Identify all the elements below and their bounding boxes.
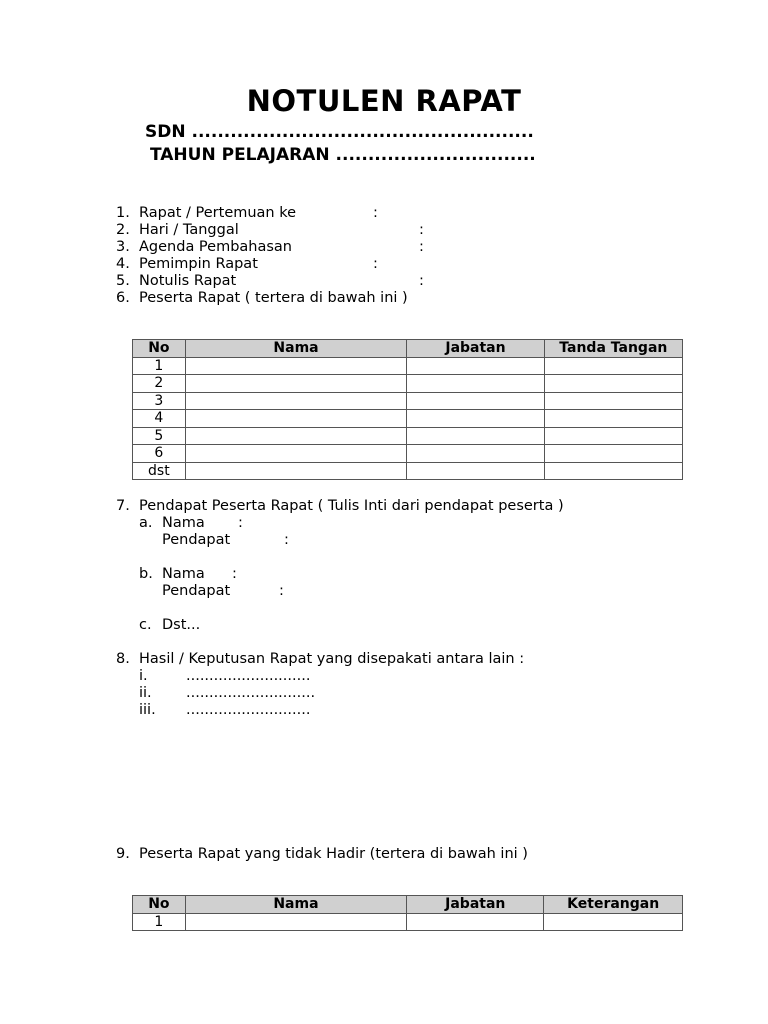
cell-keterangan[interactable]	[544, 913, 683, 931]
cell-tanda-tangan[interactable]	[544, 410, 682, 428]
table-header-row	[133, 896, 683, 914]
entry-letter: b.	[139, 566, 153, 582]
opinion-entry-c	[139, 617, 201, 634]
table-header-row	[133, 340, 683, 358]
entry-colon: :	[232, 566, 237, 582]
item-2	[116, 222, 424, 239]
col-header-keterangan: Keterangan	[544, 896, 683, 914]
col-header-jabatan: Jabatan	[407, 340, 544, 358]
col-header-tanda-tangan: Tanda Tangan	[544, 340, 682, 358]
row-number: 1	[133, 913, 186, 931]
absentee-table	[132, 895, 683, 931]
dotted-line: ............................	[186, 685, 316, 701]
cell-nama[interactable]	[185, 445, 407, 463]
cell-jabatan[interactable]	[407, 427, 544, 445]
section-8-heading	[116, 651, 525, 668]
school-year-line: TAHUN PELAJARAN ...............................	[150, 145, 536, 165]
item-colon: :	[419, 273, 424, 289]
roman-numeral: ii.	[139, 685, 152, 701]
item-number: 6.	[116, 290, 130, 306]
item-number: 3.	[116, 239, 130, 255]
item-label: Hasil / Keputusan Rapat yang disepakati antara lain :	[139, 651, 525, 667]
cell-jabatan[interactable]	[407, 392, 544, 410]
cell-nama[interactable]	[185, 913, 406, 931]
cell-jabatan[interactable]	[407, 375, 544, 393]
cell-tanda-tangan[interactable]	[544, 357, 682, 375]
opinion-entry-b	[139, 566, 237, 583]
table-row	[133, 410, 683, 428]
row-number: 3	[133, 392, 186, 410]
decision-point-1	[139, 668, 311, 685]
cell-jabatan[interactable]	[407, 445, 544, 463]
entry-text: Dst...	[162, 617, 201, 633]
item-number: 5.	[116, 273, 130, 289]
item-6	[116, 290, 408, 307]
col-header-nama: Nama	[185, 340, 407, 358]
item-label: Peserta Rapat ( tertera di bawah ini )	[139, 290, 408, 306]
item-colon: :	[373, 205, 378, 221]
row-number: 1	[133, 357, 186, 375]
item-label: Notulis Rapat	[139, 273, 237, 289]
item-colon: :	[373, 256, 378, 272]
item-number: 8.	[116, 651, 130, 667]
cell-nama[interactable]	[185, 375, 407, 393]
item-colon: :	[419, 222, 424, 238]
row-number: 5	[133, 427, 186, 445]
item-colon: :	[419, 239, 424, 255]
school-name-line: SDN .....................................................	[145, 122, 534, 142]
cell-tanda-tangan[interactable]	[544, 427, 682, 445]
table-row	[133, 462, 683, 480]
decision-point-3	[139, 702, 311, 719]
row-number: 4	[133, 410, 186, 428]
entry-nama-label: Nama	[162, 515, 205, 531]
col-header-no: No	[133, 340, 186, 358]
item-number: 4.	[116, 256, 130, 272]
cell-tanda-tangan[interactable]	[544, 392, 682, 410]
item-label: Peserta Rapat yang tidak Hadir (tertera di bawah ini )	[139, 846, 528, 862]
item-label: Agenda Pembahasan	[139, 239, 293, 255]
table-row	[133, 427, 683, 445]
row-number: 6	[133, 445, 186, 463]
cell-nama[interactable]	[185, 462, 407, 480]
document-title: NOTULEN RAPAT	[246, 84, 522, 118]
entry-nama-label: Nama	[162, 566, 205, 582]
entry-colon: :	[238, 515, 243, 531]
section-9-heading	[116, 846, 528, 863]
cell-tanda-tangan[interactable]	[544, 445, 682, 463]
entry-pendapat-label: Pendapat	[162, 583, 231, 599]
table-row	[133, 392, 683, 410]
roman-numeral: i.	[139, 668, 148, 684]
entry-letter: a.	[139, 515, 153, 531]
roman-numeral: iii.	[139, 702, 156, 718]
cell-nama[interactable]	[185, 357, 407, 375]
cell-jabatan[interactable]	[407, 410, 544, 428]
cell-tanda-tangan[interactable]	[544, 462, 682, 480]
item-label: Pemimpin Rapat	[139, 256, 258, 272]
cell-jabatan[interactable]	[407, 913, 544, 931]
table-row	[133, 357, 683, 375]
item-number: 1.	[116, 205, 130, 221]
item-number: 9.	[116, 846, 130, 862]
entry-letter: c.	[139, 617, 152, 633]
row-number: 2	[133, 375, 186, 393]
col-header-nama: Nama	[185, 896, 406, 914]
opinion-entry-a-pendapat	[162, 532, 289, 549]
cell-nama[interactable]	[185, 410, 407, 428]
cell-jabatan[interactable]	[407, 357, 544, 375]
table-row	[133, 445, 683, 463]
item-5	[116, 273, 424, 290]
item-4	[116, 256, 378, 273]
cell-nama[interactable]	[185, 427, 407, 445]
table-row	[133, 913, 683, 931]
cell-tanda-tangan[interactable]	[544, 375, 682, 393]
dotted-line: ...........................	[186, 702, 311, 718]
item-label: Hari / Tanggal	[139, 222, 239, 238]
attendance-table	[132, 339, 683, 480]
opinion-entry-b-pendapat	[162, 583, 284, 600]
entry-colon: :	[279, 583, 284, 599]
item-number: 7.	[116, 498, 130, 514]
col-header-no: No	[133, 896, 186, 914]
decision-point-2	[139, 685, 316, 702]
dotted-line: ...........................	[186, 668, 311, 684]
cell-jabatan[interactable]	[407, 462, 544, 480]
entry-pendapat-label: Pendapat	[162, 532, 231, 548]
row-number: dst	[133, 462, 186, 480]
table-row	[133, 375, 683, 393]
section-7-heading	[116, 498, 564, 515]
opinion-entry-a	[139, 515, 243, 532]
entry-colon: :	[284, 532, 289, 548]
item-label: Pendapat Peserta Rapat ( Tulis Inti dari pendapat peserta )	[139, 498, 564, 514]
item-3	[116, 239, 424, 256]
item-1	[116, 205, 378, 222]
cell-nama[interactable]	[185, 392, 407, 410]
item-number: 2.	[116, 222, 130, 238]
col-header-jabatan: Jabatan	[407, 896, 544, 914]
item-label: Rapat / Pertemuan ke	[139, 205, 297, 221]
